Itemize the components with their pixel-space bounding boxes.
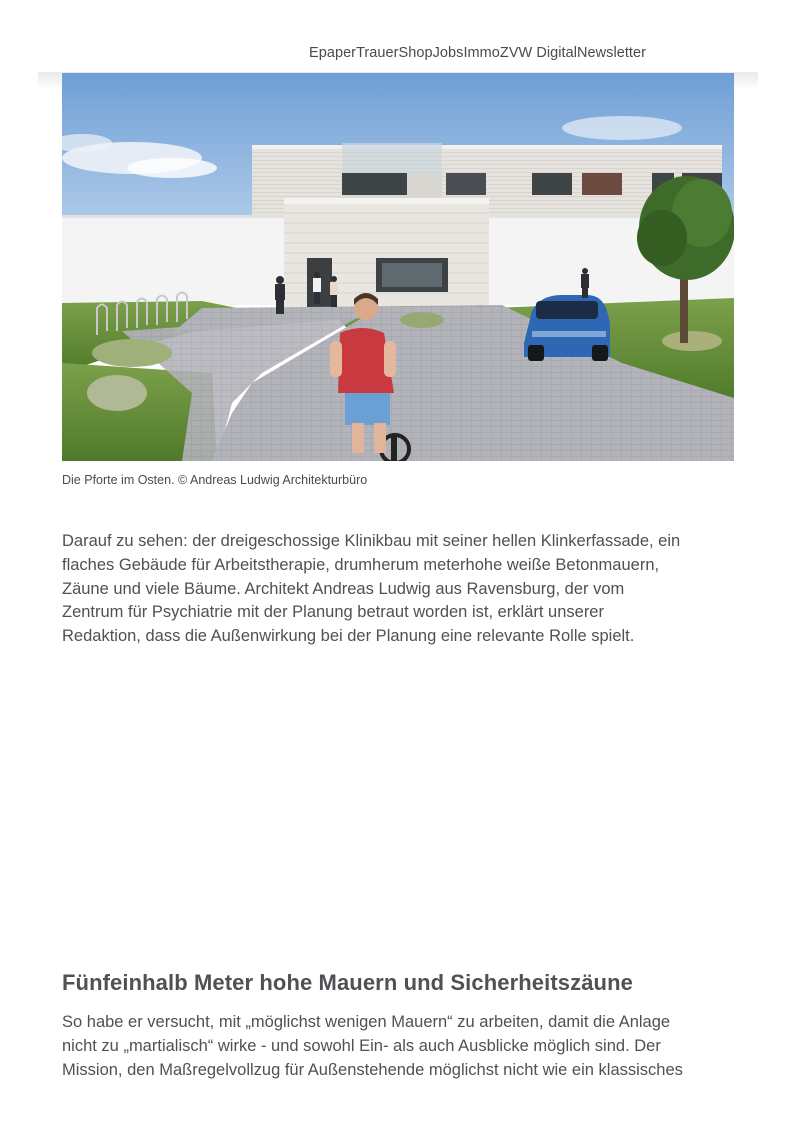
image-caption: Die Pforte im Osten. © Andreas Ludwig Architekturbüro: [62, 473, 368, 487]
nav-shop[interactable]: Shop: [398, 45, 433, 61]
paragraph-2: [62, 1011, 742, 1082]
nav-immo[interactable]: Immo: [463, 45, 500, 61]
nav-jobs[interactable]: Jobs: [432, 45, 464, 61]
paragraph-1-line: flaches Gebäude für Arbeitstherapie, drumherum meterhohe weiße Betonmauern,: [62, 555, 660, 574]
paragraph-2-line: nicht zu „martialisch“ wirke - und sowohl Ein- als auch Ausblicke möglich sind. Der: [62, 1036, 661, 1055]
paragraph-1-line: Darauf zu sehen: der dreigeschossige Klinikbau mit seiner hellen Klinkerfassade, ein: [62, 532, 681, 550]
nav-zvw-digital[interactable]: ZVW Digital: [499, 45, 578, 61]
paragraph-1-line: Zäune und viele Bäume. Architekt Andreas Ludwig aus Ravensburg, der vom: [62, 579, 625, 598]
nav-newsletter[interactable]: Newsletter: [577, 45, 647, 61]
paragraph-1: [62, 530, 742, 649]
nav-trauer[interactable]: Trauer: [356, 45, 399, 61]
paragraph-1-line: Redaktion, dass die Außenwirkung bei der Planung eine relevante Rolle spielt.: [62, 627, 635, 646]
hero-image: [62, 73, 734, 461]
nav-epaper[interactable]: Epaper: [309, 45, 357, 61]
paragraph-2-line: So habe er versucht, mit „möglichst wenigen Mauern“ zu arbeiten, damit die Anlage: [62, 1013, 671, 1031]
top-navigation: [309, 45, 646, 61]
paragraph-2-line: Mission, den Maßregelvollzug für Außenstehende möglichst nicht wie ein klassisches: [62, 1060, 683, 1079]
paragraph-1-line: Zentrum für Psychiatrie mit der Planung betraut worden ist, erklärt unserer: [62, 603, 604, 622]
section-heading: Fünfeinhalb Meter hohe Mauern und Sicherheitszäune: [62, 970, 633, 995]
